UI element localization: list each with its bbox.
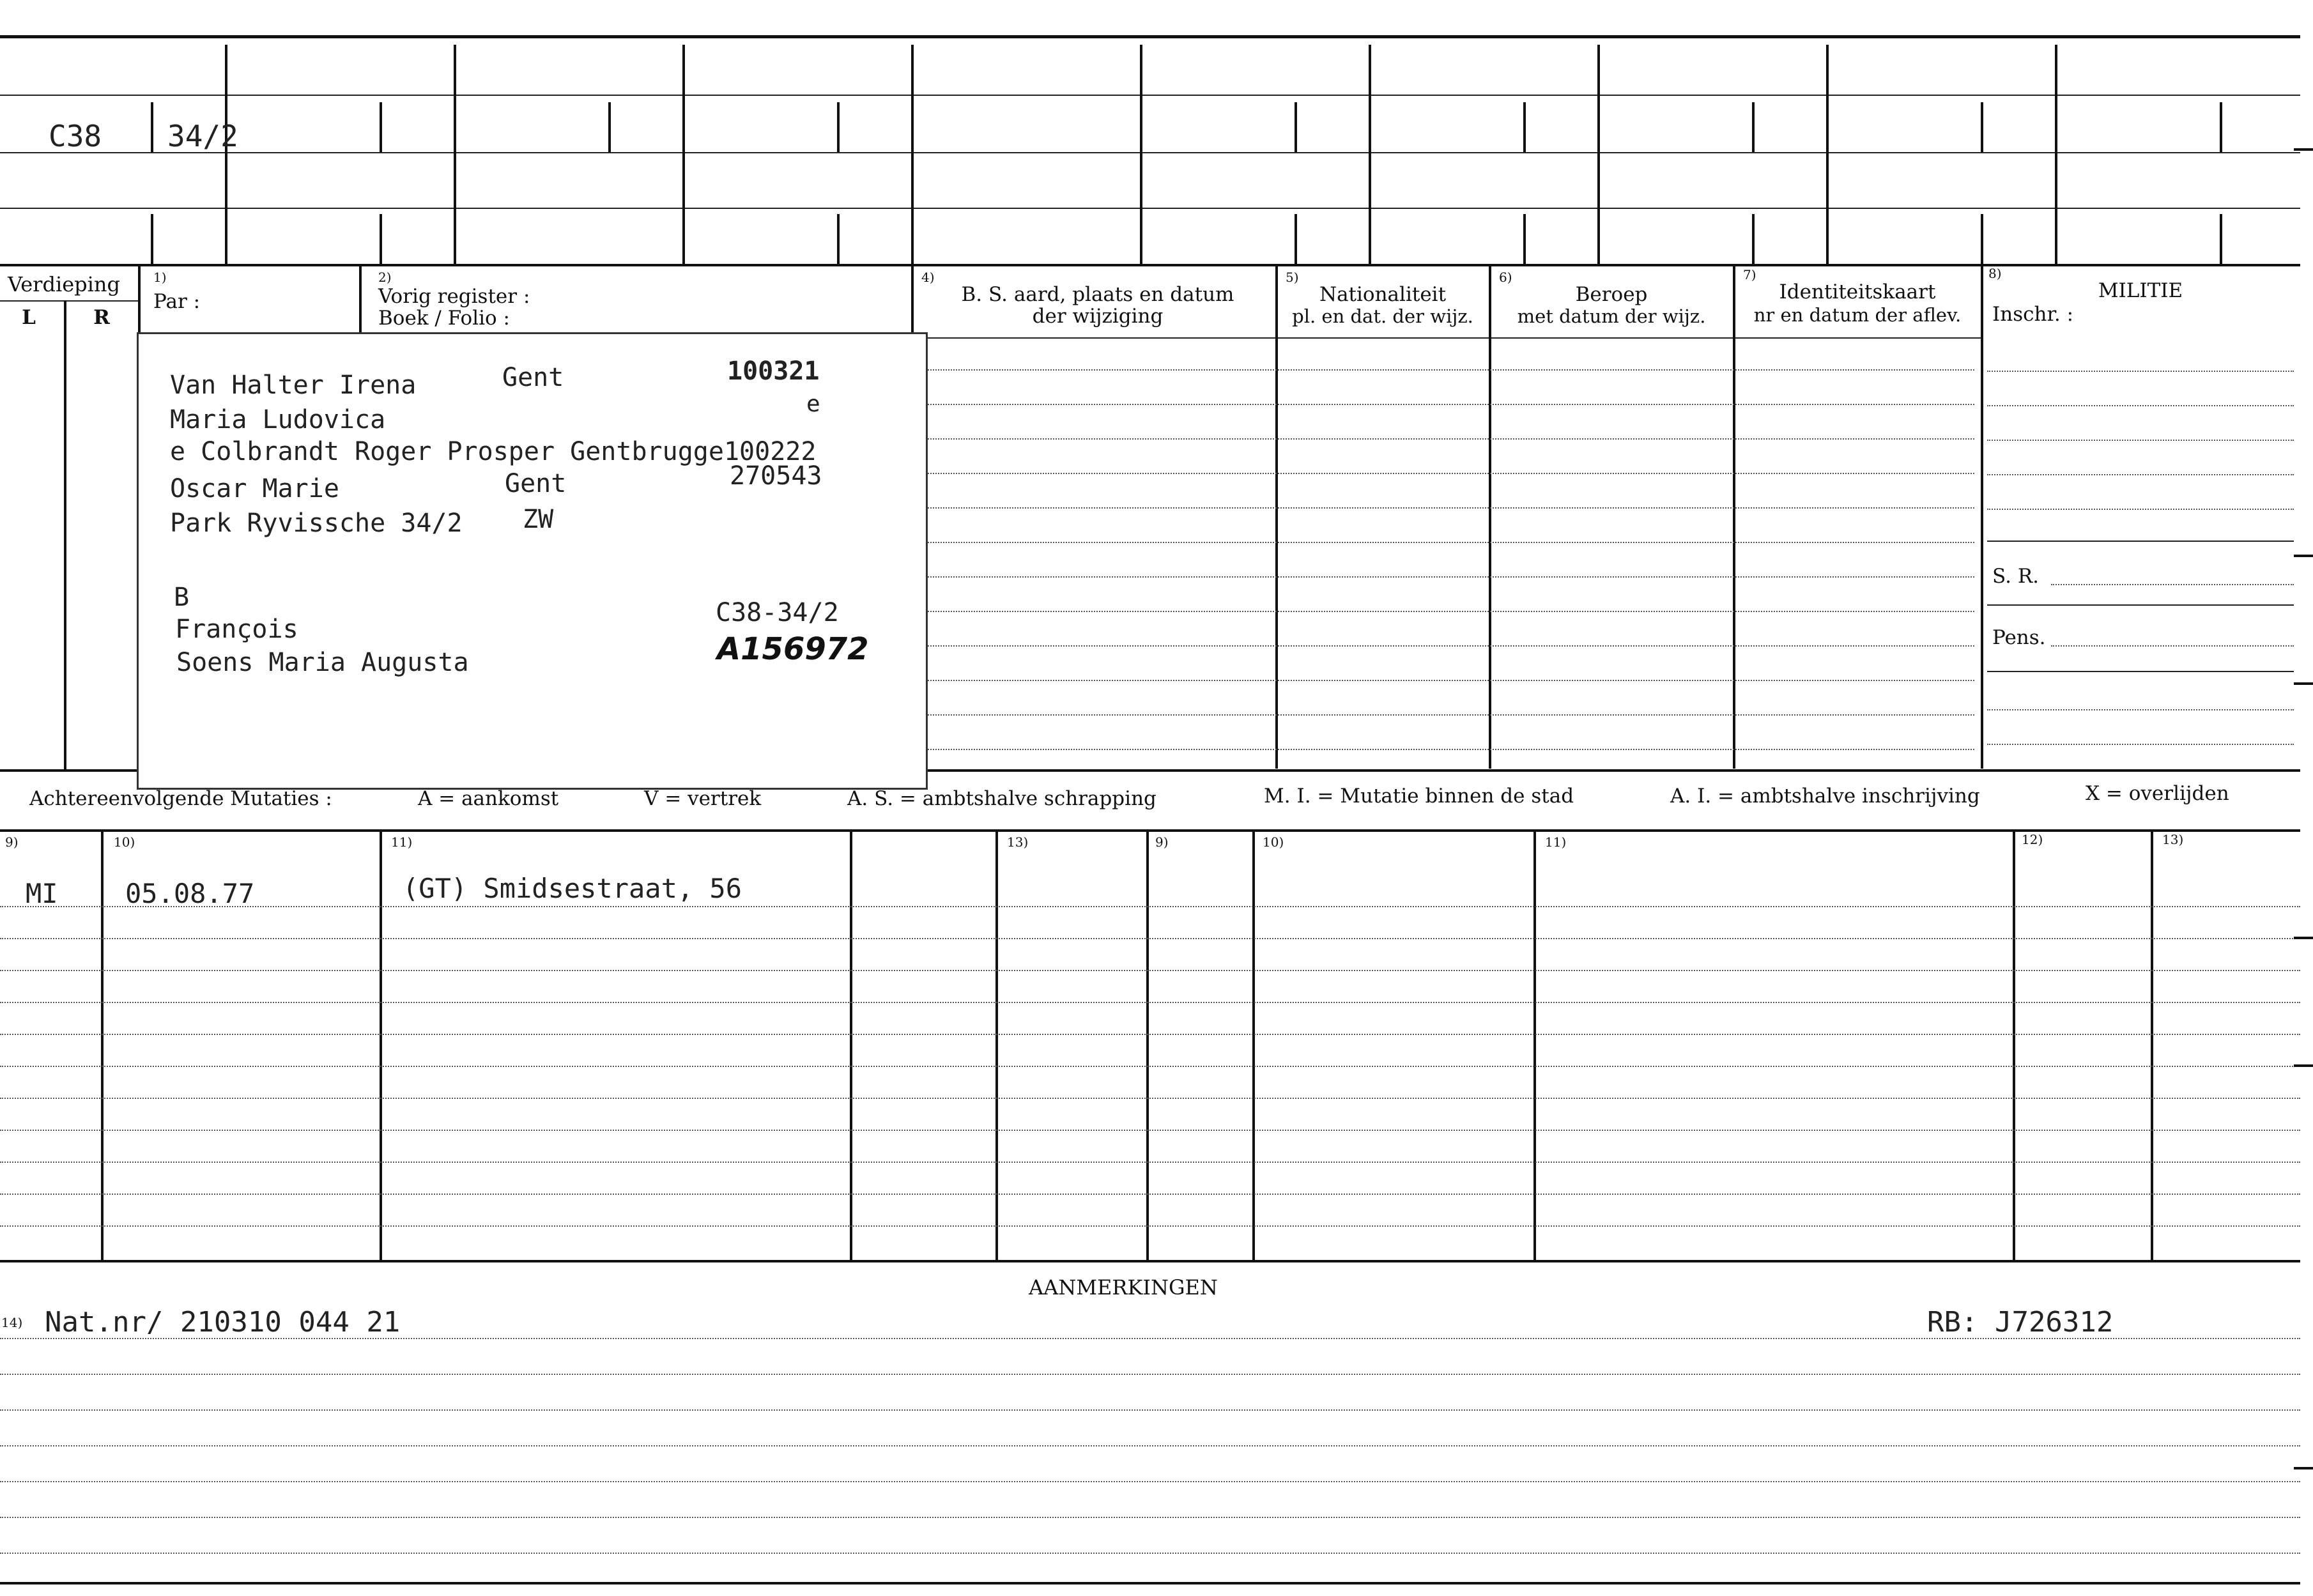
top-border [0,35,2300,38]
col-number: 10) [114,834,135,850]
entry-line [920,611,1974,612]
wijk-code: C38 [49,119,102,153]
entry-line [0,1338,2300,1339]
grid-vline [454,45,456,265]
section-line [0,829,2300,832]
field-number: 7) [1743,267,1756,282]
grid-vline [2055,45,2057,265]
sticker-suffix: e [806,391,820,417]
entry-line [1987,709,2294,710]
entry-line [920,404,1974,405]
entry-line [0,970,2300,971]
field-number: 5) [1286,270,1299,285]
grid-line [1987,604,2294,606]
entry-line [1987,744,2294,745]
legend-as: A. S. = ambtshalve schrapping [847,787,1156,810]
grid-tick [837,214,840,264]
grid-line [0,264,2300,266]
entry-line [2051,584,2294,585]
grid-tick [1752,102,1755,152]
boek-folio-label: Boek / Folio : [378,307,510,330]
grid-vline [64,300,66,770]
bottom-border [0,1582,2300,1584]
grid-vline [1533,831,1536,1262]
grid-vline [101,831,104,1262]
sticker-name-1: Van Halter Irena [170,371,417,400]
entry-line [920,576,1974,578]
sr-label: S. R. [1992,565,2040,588]
grid-tick [1523,102,1526,152]
house-number: 34/2 [167,119,238,153]
grid-vline [1140,45,1142,265]
bs-header-2: der wijziging [1032,305,1164,328]
grid-tick [2220,102,2222,152]
sticker-code-4: 270543 [730,461,822,491]
grid-tick [1295,102,1297,152]
col-number: 13) [1007,834,1029,850]
field-number: 2) [378,270,392,285]
inschr-label: Inschr. : [1992,303,2074,326]
grid-vline [138,264,141,334]
edge-tick [2294,1064,2313,1067]
bs-header: B. S. aard, plaats en datum [961,283,1234,306]
militie-header: MILITIE [2098,279,2183,302]
legend-x: X = overlijden [2086,782,2229,805]
col-number: 12) [2022,832,2043,847]
grid-line [0,208,2300,209]
col-number: 11) [1545,834,1567,850]
grid-vline [1826,45,1829,265]
field-number: 1) [153,270,167,285]
grid-vline [1275,264,1278,769]
entry-line [1987,371,2294,372]
field-number: 4) [921,270,935,285]
field-number: 6) [1499,270,1512,285]
entry-line [0,938,2300,939]
grid-line [914,337,1981,339]
entry-line [920,473,1974,474]
col-L-label: L [22,306,36,329]
grid-tick [837,102,840,152]
sticker-zone: ZW [523,505,554,534]
sticker-code-1: 100321 [727,357,820,386]
field-number: 14) [1,1315,23,1330]
grid-line [1987,541,2294,542]
entry-line [0,1553,2300,1554]
grid-vline [995,831,998,1262]
sticker-code-7: C38-34/2 [716,598,839,627]
grid-tick [380,102,382,152]
entry-line [0,1066,2300,1067]
grid-vline [1146,831,1149,1262]
grid-tick [1752,214,1755,264]
sticker-code-8: A156972 [717,631,869,667]
edge-tick [2294,1467,2313,1469]
nationaliteit-header-2: pl. en dat. der wijz. [1292,305,1473,327]
grid-line [0,300,141,302]
edge-tick [2294,555,2313,557]
mutation-type: MI [26,878,58,909]
entry-line [0,1445,2300,1446]
sticker-name-4: Oscar Marie [170,474,339,503]
entry-line [0,1130,2300,1131]
grid-vline [225,45,227,265]
entry-line [0,1481,2300,1482]
entry-line [0,1193,2300,1195]
entry-line [920,507,1974,509]
grid-line [0,152,2300,153]
grid-tick [2220,214,2222,264]
legend-mi: M. I. = Mutatie binnen de stad [1264,785,1574,808]
mutation-date: 05.08.77 [125,878,255,909]
legend-a: A = aankomst [418,787,559,810]
identiteitskaart-header: Identiteitskaart [1779,280,1936,303]
entry-line [920,714,1974,716]
entry-line [1987,405,2294,406]
entry-line [0,1002,2300,1003]
entry-line [1987,509,2294,510]
verdieping-label: Verdieping [8,272,120,296]
entry-line [1987,440,2294,441]
sticker-name-8: Soens Maria Augusta [176,648,469,677]
grid-vline [2151,831,2153,1262]
col-number: 13) [2162,832,2184,847]
grid-vline [1369,45,1371,265]
entry-line [920,542,1974,543]
entry-line [0,1517,2300,1518]
grid-tick [380,214,382,264]
entry-line [920,438,1974,440]
grid-vline [911,45,914,265]
entry-line [0,1034,2300,1035]
edge-tick [2294,682,2313,685]
grid-vline [682,45,685,265]
pens-label: Pens. [1992,626,2046,649]
sticker-name-2: Maria Ludovica [170,405,386,434]
entry-line [1987,474,2294,475]
grid-vline [1733,264,1735,769]
grid-tick [1523,214,1526,264]
col-number: 9) [1155,834,1169,850]
grid-vline [1252,831,1255,1262]
entry-line [920,369,1974,371]
grid-tick [1981,214,1983,264]
national-number: Nat.nr/ 210310 044 21 [45,1306,401,1339]
grid-tick [151,214,153,264]
edge-tick [2294,937,2313,939]
entry-line [0,1098,2300,1099]
entry-line [2051,645,2294,647]
grid-vline [850,831,852,1262]
entry-line [0,1409,2300,1411]
entry-line [920,645,1974,647]
grid-vline [1981,264,1983,769]
entry-line [0,1374,2300,1375]
entry-line [0,1225,2300,1227]
grid-vline [1597,45,1600,265]
remarks-title: AANMERKINGEN [1029,1275,1218,1300]
vorig-register-label: Vorig register : [378,285,530,308]
rb-number: RB: J726312 [1927,1306,2114,1339]
sticker-letter: B [174,583,190,612]
grid-line [1987,671,2294,672]
grid-vline [2013,831,2015,1262]
field-number: 8) [1988,266,2002,281]
nationaliteit-header: Nationaliteit [1319,283,1447,306]
entry-line [920,680,1974,681]
legend-v: V = vertrek [644,787,762,810]
grid-tick [1295,214,1297,264]
sticker-address: Park Ryvissche 34/2 [170,509,463,538]
section-line [0,1260,2300,1262]
beroep-header-2: met datum der wijz. [1517,305,1706,327]
col-number: 11) [391,834,413,850]
entry-line [920,749,1974,750]
identiteitskaart-header-2: nr en datum der aflev. [1753,304,1962,326]
par-label: Par : [153,290,201,313]
sticker-name-7: François [175,615,298,644]
grid-tick [608,102,611,152]
sticker-name-3: e Colbrandt Roger Prosper Gentbrugge100222 [170,437,817,466]
col-R-label: R [93,306,110,329]
sticker-place-1: Gent [502,363,564,392]
legend-title: Achtereenvolgende Mutaties : [29,787,332,810]
legend-ai: A. I. = ambtshalve inschrijving [1670,785,1980,808]
sticker-place-4: Gent [505,469,567,498]
grid-tick [151,102,153,152]
grid-vline [380,831,382,1262]
edge-tick [2294,148,2313,151]
grid-line [0,95,2300,96]
beroep-header: Beroep [1575,283,1648,306]
mutation-address: (GT) Smidsestraat, 56 [403,873,742,904]
col-number: 9) [5,834,19,850]
entry-line [0,1162,2300,1163]
grid-vline [359,264,362,334]
grid-vline [1489,264,1491,769]
entry-line [0,906,2300,907]
col-number: 10) [1263,834,1284,850]
grid-tick [1981,102,1983,152]
